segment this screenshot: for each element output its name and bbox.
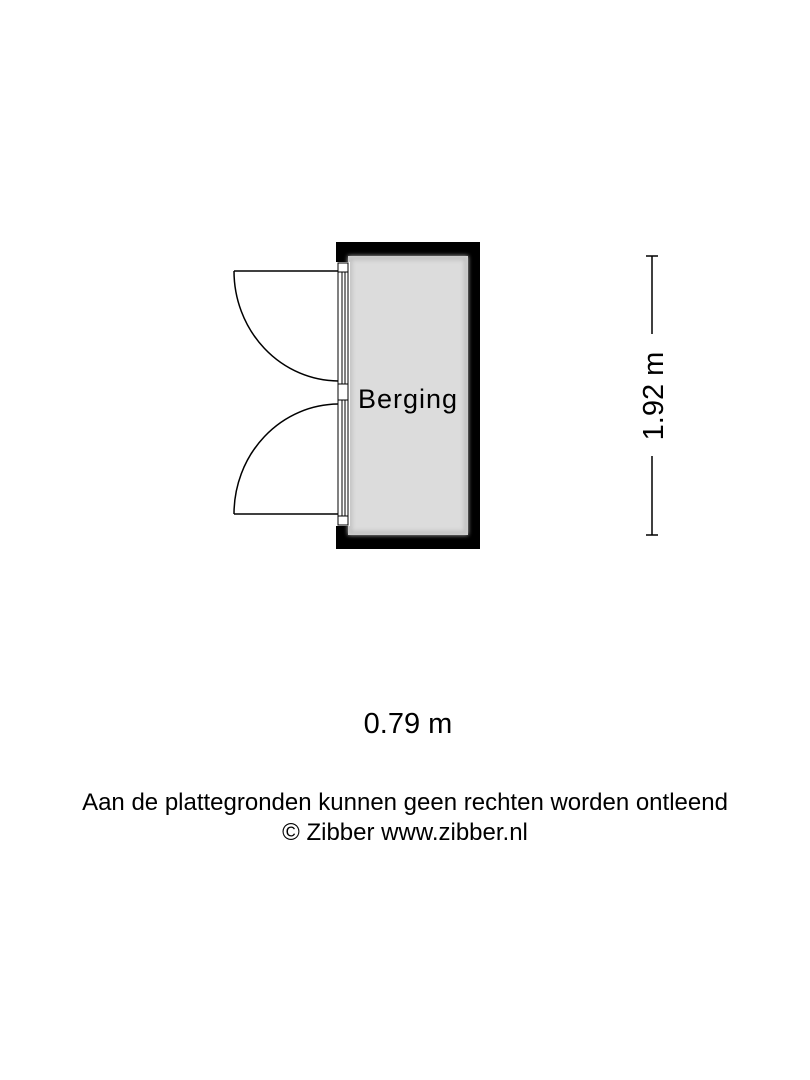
door-jamb-bottom <box>338 516 348 525</box>
width-dimension-label: 0.79 m <box>363 708 453 740</box>
copyright-text: © Zibber www.zibber.nl <box>282 819 528 846</box>
door-swing-upper <box>234 271 338 381</box>
door-swing-lower <box>234 404 338 514</box>
door-jamb-top <box>338 263 348 272</box>
door-jamb-middle <box>338 384 348 400</box>
room-label: Berging <box>357 384 459 414</box>
disclaimer-text: Aan de plattegronden kunnen geen rechten worden ontleend <box>82 789 728 816</box>
depth-dimension-label: 1.92 m <box>638 351 670 441</box>
